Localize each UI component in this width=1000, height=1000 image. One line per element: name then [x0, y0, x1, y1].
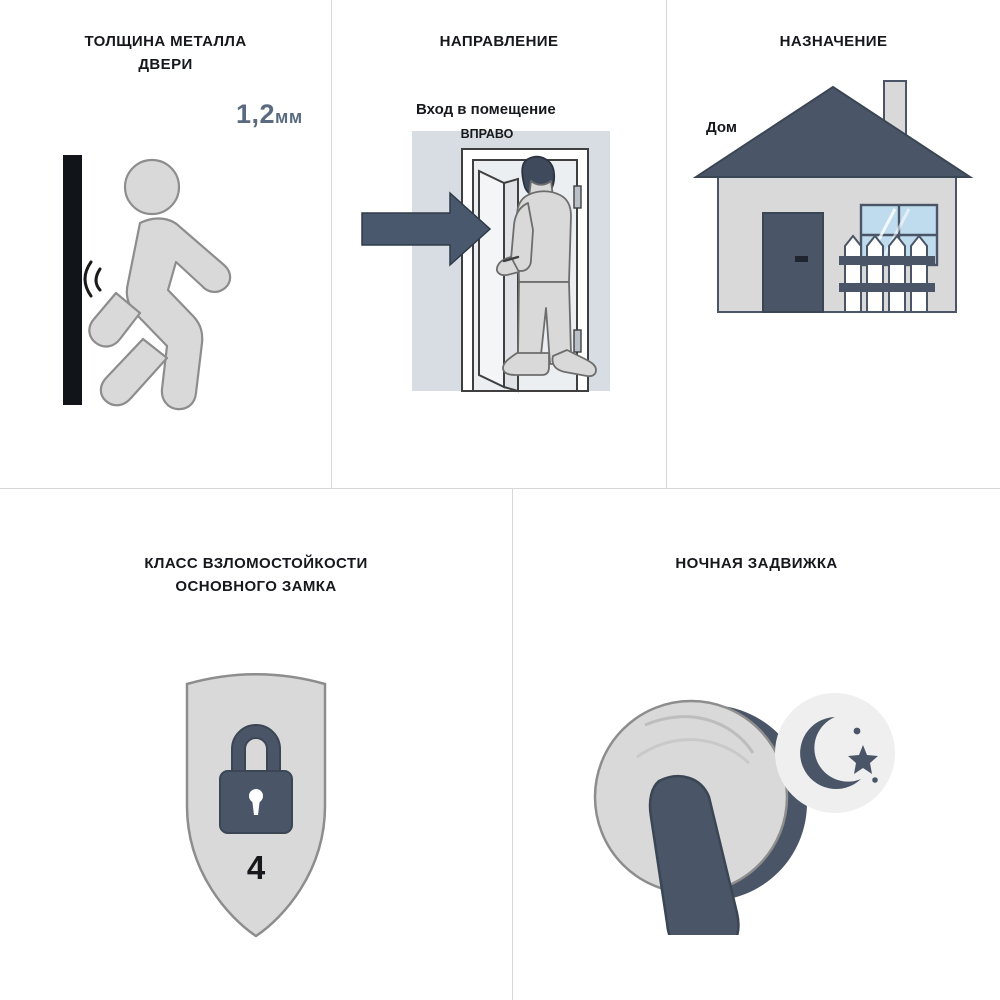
cell-night-latch	[513, 489, 1000, 1000]
cell-title-line-1: КЛАСС ВЗЛОМОСТОЙКОСТИ	[144, 555, 368, 572]
art-direction	[332, 53, 666, 433]
cell-title-line-1: ТОЛЩИНА МЕТАЛЛА	[84, 33, 247, 50]
running-man-knocking-icon	[0, 77, 331, 447]
cell-purpose	[667, 0, 1000, 488]
cell-title-lock-class	[0, 552, 512, 599]
metal-thickness-unit: мм	[275, 106, 303, 127]
shield-padlock-icon	[0, 599, 512, 959]
cell-lock-class	[0, 489, 512, 1000]
direction-badge-text: ВПРАВО	[460, 127, 514, 142]
direction-sublabel: Вход в помещение	[416, 101, 556, 119]
art-lock-class	[0, 599, 512, 959]
cell-title-night-latch: НОЧНАЯ ЗАДВИЖКА	[675, 555, 838, 572]
art-night-latch	[513, 575, 1000, 935]
purpose-sublabel: Дом	[706, 119, 737, 137]
thumbturn-moon-icon	[513, 575, 1000, 935]
cell-title-line-2: ОСНОВНОГО ЗАМКА	[175, 578, 337, 596]
art-purpose	[667, 53, 1000, 433]
cell-direction	[332, 0, 666, 488]
cell-title-direction: НАПРАВЛЕНИЕ	[439, 33, 559, 50]
metal-thickness-value: 1,2мм	[236, 98, 303, 129]
cell-metal-thickness	[0, 0, 331, 488]
cell-title-line-2: ДВЕРИ	[138, 56, 193, 74]
art-metal-thickness	[0, 77, 331, 447]
lock-class-value: 4	[246, 848, 266, 886]
cell-title-metal-thickness	[0, 30, 331, 77]
cell-title-purpose: НАЗНАЧЕНИЕ	[779, 33, 888, 50]
house-icon	[667, 53, 1000, 433]
